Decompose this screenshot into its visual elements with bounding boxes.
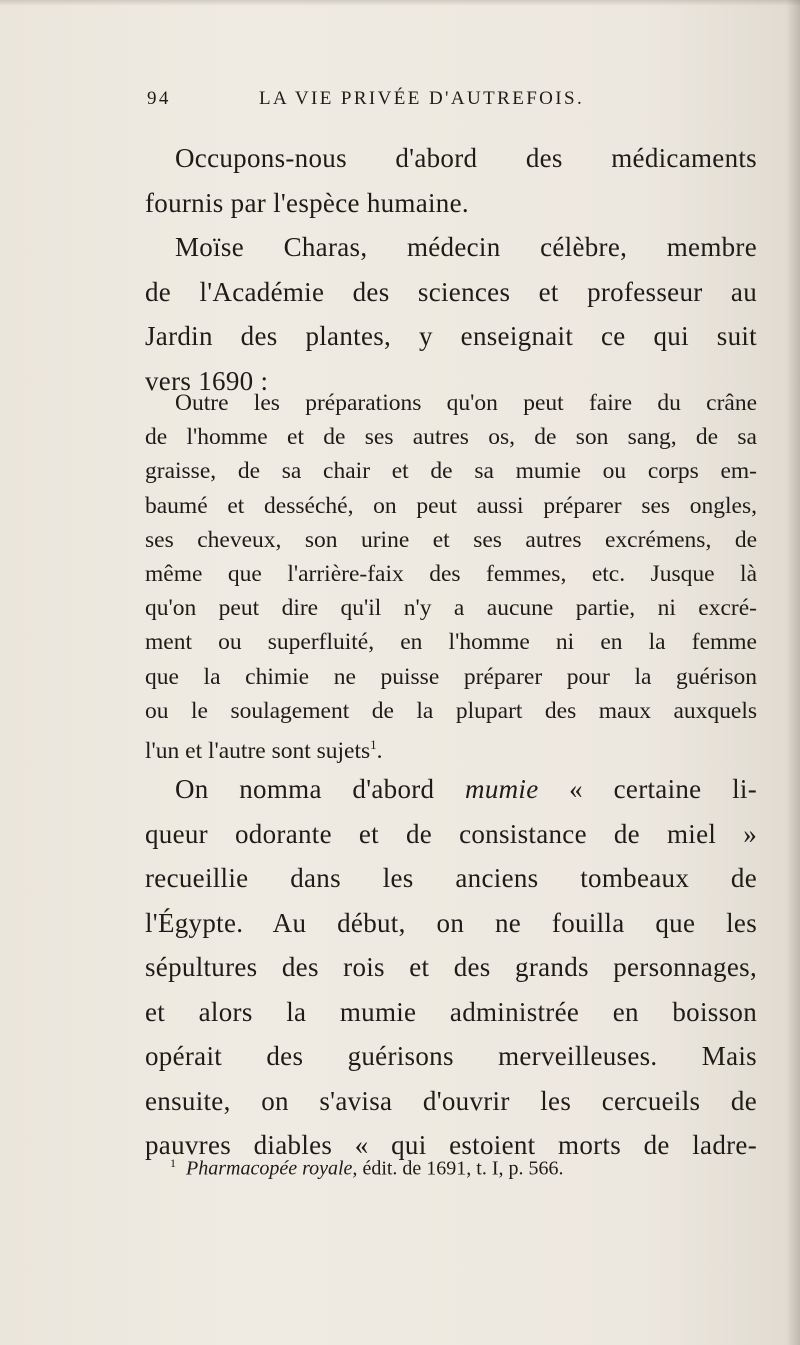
- footnote-reference[interactable]: 1: [370, 737, 377, 753]
- page-header: [147, 88, 647, 114]
- block-quote: [145, 386, 757, 768]
- quote-line: même que l'arrière-faix des femmes, etc. Jusque là: [145, 561, 757, 588]
- text-line: vers 1690 :: [145, 365, 269, 396]
- page-edge-shadow: [786, 0, 800, 1345]
- quote-line: ment ou superfluité, en l'homme ni en la femme: [145, 629, 757, 656]
- text-line: pauvres diables « qui estoient morts de ladre-: [145, 1130, 757, 1160]
- italic-term: mumie: [465, 774, 539, 804]
- text-line: Occupons-nous d'abord des médicaments: [175, 143, 757, 173]
- paragraph-2: [145, 225, 757, 403]
- quote-line: que la chimie ne puisse préparer pour la guérison: [145, 663, 757, 690]
- text-line: queur odorante et de consistance de miel »: [145, 818, 757, 849]
- paragraph-1: [145, 136, 757, 225]
- quote-line: ou le soulagement de la plupart des maux auxquels: [145, 697, 757, 724]
- quote-line: de l'homme et de ses autres os, de son sang, de sa: [145, 424, 757, 451]
- text-line: ensuite, on s'avisa d'ouvrir les cercueils de: [145, 1085, 757, 1116]
- footnote-mark: 1: [170, 1156, 176, 1170]
- text-line: Moïse Charas, médecin célèbre, membre: [175, 232, 757, 262]
- running-title: LA VIE PRIVÉE D'AUTREFOIS.: [259, 88, 585, 109]
- text-line: Jardin des plantes, y enseignait ce qui suit: [145, 321, 757, 351]
- text-line: recueillie dans les anciens tombeaux de: [145, 863, 757, 893]
- quote-line-text: l'un et l'autre sont sujets: [145, 737, 371, 764]
- text-segment: « certaine li-: [569, 774, 758, 804]
- footnote-title: Pharmacopée royale,: [186, 1157, 358, 1180]
- quote-line: ses cheveux, son urine et ses autres excrémens, de: [145, 526, 757, 553]
- text-segment: On nomma d'abord: [175, 774, 435, 804]
- page-top-shadow: [0, 0, 800, 6]
- quote-line: baumé et desséché, on peut aussi préparer ses ongles,: [145, 492, 757, 519]
- text-line: sépultures des rois et des grands personnages,: [145, 952, 757, 982]
- quote-line-end: .: [376, 737, 383, 764]
- text-line: fournis par l'espèce humaine.: [145, 187, 469, 218]
- quote-line: qu'on peut dire qu'il n'y a aucune partie, ni excré-: [145, 595, 757, 622]
- paragraph-4: [145, 767, 757, 1168]
- footnote: [170, 1156, 564, 1181]
- text-line: de l'Académie des sciences et professeur au: [145, 276, 757, 307]
- quote-line: graisse, de sa chair et de sa mumie ou corps em-: [145, 458, 757, 485]
- text-line: l'Égypte. Au début, on ne fouilla que les: [145, 907, 757, 938]
- text-line: et alors la mumie administrée en boisson: [145, 996, 757, 1027]
- page-number: 94: [147, 88, 171, 109]
- quote-last-line: [145, 728, 757, 768]
- quote-line: Outre les préparations qu'on peut faire du crâne: [175, 390, 757, 416]
- footnote-text: édit. de 1691, t. I, p. 566.: [362, 1157, 564, 1180]
- text-line: [145, 767, 757, 812]
- text-line: opérait des guérisons merveilleuses. Mais: [145, 1041, 757, 1071]
